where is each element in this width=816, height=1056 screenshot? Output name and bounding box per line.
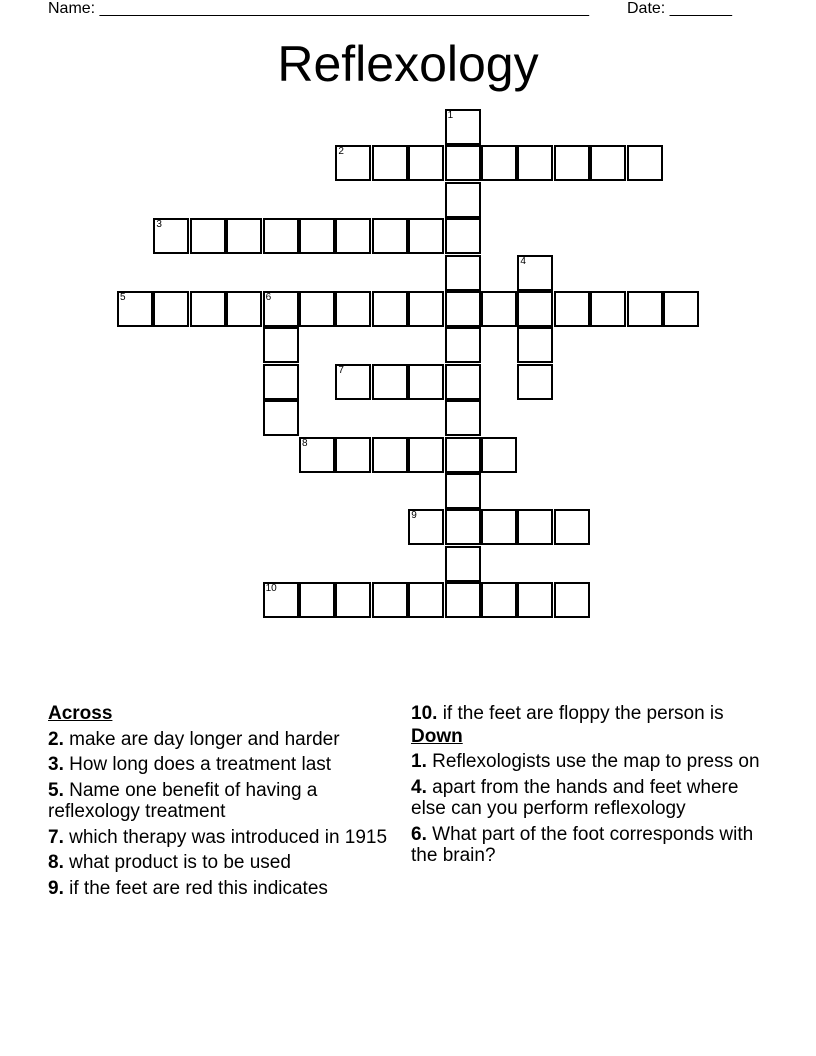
clue-across-2: 2. make are day longer and harder xyxy=(48,728,340,750)
clue-number: 2 xyxy=(48,728,59,750)
crossword-cell[interactable] xyxy=(627,291,663,327)
clue-text: what product is to be used xyxy=(69,852,291,873)
crossword-cell[interactable] xyxy=(554,509,590,545)
crossword-cell[interactable] xyxy=(627,145,663,181)
page-title: Reflexology xyxy=(277,36,539,92)
crossword-cell[interactable] xyxy=(263,364,299,400)
clue-text: if the feet are red this indicates xyxy=(69,877,328,899)
crossword-cell[interactable] xyxy=(190,291,226,327)
crossword-cell[interactable] xyxy=(408,509,444,545)
crossword-cell[interactable] xyxy=(263,291,299,327)
crossword-cell[interactable] xyxy=(153,291,189,327)
crossword-cell[interactable] xyxy=(445,364,481,400)
crossword-cell[interactable] xyxy=(445,182,481,218)
cell-number: 10 xyxy=(265,583,277,595)
crossword-cell[interactable] xyxy=(299,582,335,618)
crossword-cell[interactable] xyxy=(372,437,408,473)
cell-number: 1 xyxy=(447,110,454,121)
clues-left-column xyxy=(48,703,403,903)
down-heading: Down xyxy=(411,725,463,747)
cell-number: 4 xyxy=(520,255,526,267)
cell-number: 6 xyxy=(265,292,272,303)
crossword-cell[interactable] xyxy=(517,582,553,618)
crossword-cell[interactable] xyxy=(554,145,590,181)
clue-text: Name one benefit of having a reflexology treatment xyxy=(48,779,318,822)
clue-across-9: 9. if the feet are red this indicates xyxy=(48,877,328,899)
cell-number: 3 xyxy=(156,219,162,231)
crossword-cell[interactable] xyxy=(517,145,553,181)
crossword-cell[interactable] xyxy=(481,437,517,473)
crossword-cell[interactable] xyxy=(408,582,444,618)
clue-across-7: 7. which therapy was introduced in 1915 xyxy=(48,826,388,848)
crossword-cell[interactable] xyxy=(554,582,590,618)
clue-number: 8 xyxy=(48,852,59,873)
crossword-cell[interactable] xyxy=(372,291,408,327)
crossword-cell[interactable] xyxy=(517,255,553,291)
crossword-cell[interactable] xyxy=(335,364,371,400)
crossword-cell[interactable] xyxy=(517,364,553,400)
cell-number: 7 xyxy=(338,364,344,376)
clue-number: 4 xyxy=(411,776,422,798)
crossword-cell[interactable] xyxy=(445,582,481,618)
crossword-cell[interactable] xyxy=(445,291,481,327)
clue-text: which therapy was introduced in 1915 xyxy=(69,826,388,848)
cell-number: 9 xyxy=(411,510,417,522)
crossword-cell[interactable] xyxy=(372,582,408,618)
across-heading: Across xyxy=(48,703,113,724)
crossword-cell[interactable] xyxy=(335,437,371,473)
crossword-cell[interactable] xyxy=(445,437,481,473)
clue-text: How long does a treatment last xyxy=(69,754,332,775)
crossword-cell[interactable] xyxy=(372,218,408,254)
clue-text: make are day longer and harder xyxy=(69,728,340,750)
crossword-cell[interactable] xyxy=(299,218,335,254)
crossword-cell[interactable] xyxy=(226,291,262,327)
crossword-cell[interactable] xyxy=(445,400,481,436)
clue-across-8: 8. what product is to be used xyxy=(48,852,291,873)
crossword-cell[interactable] xyxy=(408,218,444,254)
crossword-cell[interactable] xyxy=(554,291,590,327)
crossword-cell[interactable] xyxy=(263,327,299,363)
clue-number: 1 xyxy=(411,751,422,772)
crossword-cell[interactable] xyxy=(445,327,481,363)
cell-number: 2 xyxy=(338,146,344,158)
crossword-cell[interactable] xyxy=(481,145,517,181)
crossword-cell[interactable] xyxy=(445,546,481,582)
date-field-label: Date: _______ xyxy=(627,0,732,17)
crossword-cell[interactable] xyxy=(408,437,444,473)
clue-text: if the feet are floppy the person is xyxy=(442,703,724,724)
crossword-cell[interactable] xyxy=(517,509,553,545)
crossword-cell[interactable] xyxy=(663,291,699,327)
clue-across-3: 3. How long does a treatment last xyxy=(48,754,332,775)
crossword-cell[interactable] xyxy=(335,291,371,327)
crossword-cell[interactable] xyxy=(445,473,481,509)
cell-number: 5 xyxy=(120,292,126,303)
crossword-cell[interactable] xyxy=(517,291,553,327)
crossword-cell[interactable] xyxy=(445,109,481,145)
clue-text: apart from the hands and feet where else can you perform reflexology xyxy=(411,776,739,819)
crossword-cell[interactable] xyxy=(299,291,335,327)
clues-right-column xyxy=(411,703,766,871)
crossword-cell[interactable] xyxy=(408,145,444,181)
crossword-cell[interactable] xyxy=(445,255,481,291)
clue-number: 10 xyxy=(411,703,433,724)
crossword-cell[interactable] xyxy=(335,218,371,254)
crossword-cell[interactable] xyxy=(408,364,444,400)
crossword-cell[interactable] xyxy=(481,509,517,545)
clue-down-4: 4. apart from the hands and feet where else can you perform reflexology xyxy=(411,776,739,819)
clue-down-1: 1. Reflexologists use the map to press on xyxy=(411,751,760,772)
clue-number: 6 xyxy=(411,823,422,845)
crossword-cell[interactable] xyxy=(117,291,153,327)
crossword-cell[interactable] xyxy=(299,437,335,473)
crossword-cell[interactable] xyxy=(590,145,626,181)
clue-number: 7 xyxy=(48,826,59,848)
crossword-cell[interactable] xyxy=(263,582,299,618)
clue-number: 3 xyxy=(48,754,59,775)
cell-number: 8 xyxy=(302,437,308,449)
crossword-cell[interactable] xyxy=(190,218,226,254)
crossword-cell[interactable] xyxy=(263,218,299,254)
clue-across-10: 10. if the feet are floppy the person is xyxy=(411,703,724,724)
crossword-cell[interactable] xyxy=(408,291,444,327)
crossword-cell[interactable] xyxy=(335,582,371,618)
crossword-cell[interactable] xyxy=(335,145,371,181)
clue-number: 9 xyxy=(48,877,59,899)
crossword-cell[interactable] xyxy=(372,364,408,400)
clue-text: Reflexologists use the map to press on xyxy=(432,751,760,772)
clue-across-5: 5. Name one benefit of having a reflexology treatment xyxy=(48,779,318,822)
crossword-cell[interactable] xyxy=(481,291,517,327)
clue-down-6: 6. What part of the foot corresponds with the brain? xyxy=(411,823,754,866)
name-field-label: Name: _______________________________________________________ xyxy=(48,0,589,17)
crossword-cell[interactable] xyxy=(153,218,189,254)
crossword-cell[interactable] xyxy=(445,509,481,545)
clue-number: 5 xyxy=(48,779,59,801)
crossword-cell[interactable] xyxy=(372,145,408,181)
crossword-cell[interactable] xyxy=(481,582,517,618)
crossword-cell[interactable] xyxy=(445,218,481,254)
crossword-cell[interactable] xyxy=(590,291,626,327)
crossword-cell[interactable] xyxy=(226,218,262,254)
clue-text: What part of the foot corresponds with the brain? xyxy=(411,823,754,866)
crossword-cell[interactable] xyxy=(517,327,553,363)
crossword-cell[interactable] xyxy=(445,145,481,181)
crossword-cell[interactable] xyxy=(263,400,299,436)
